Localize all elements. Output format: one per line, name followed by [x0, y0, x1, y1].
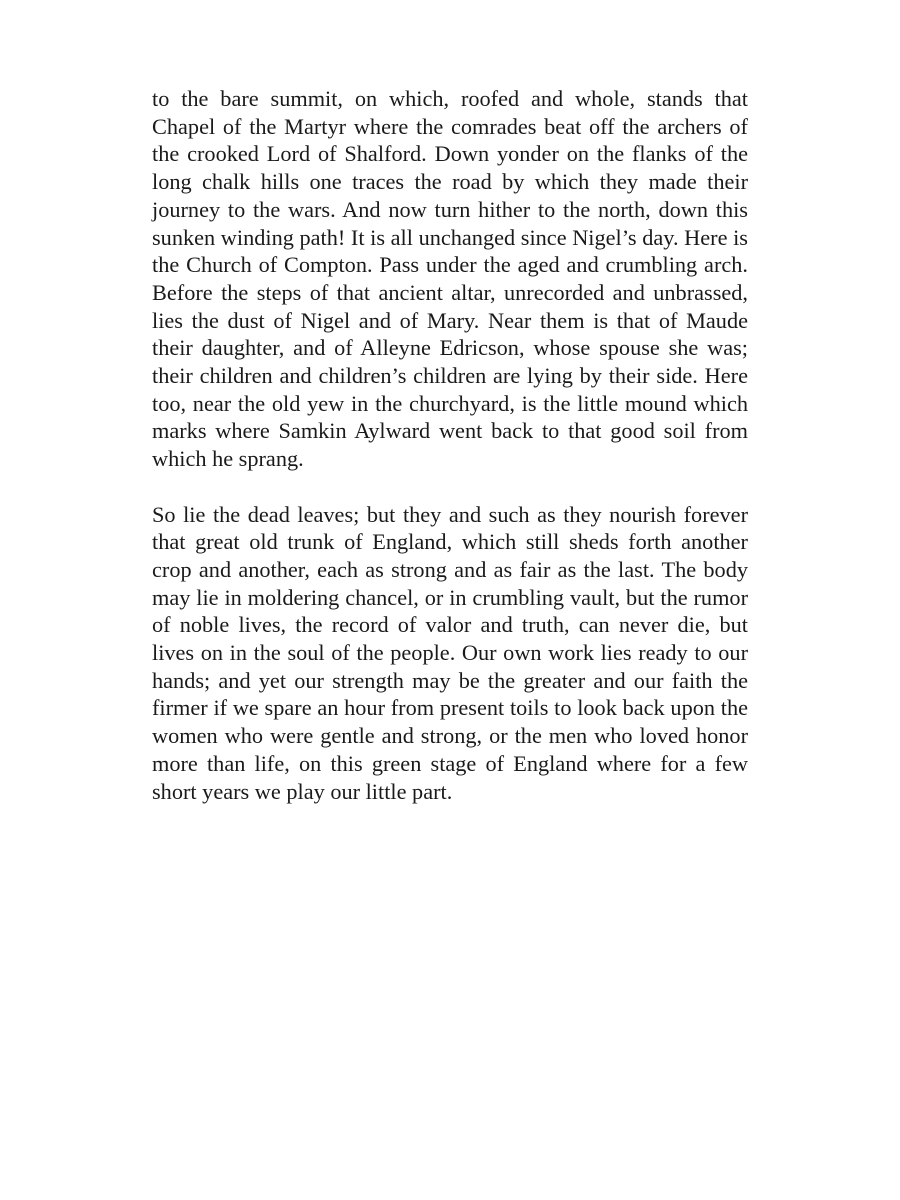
paragraph-1: to the bare summit, on which, roofed and whole, stands that Chapel of the Martyr where the comrades beat off the archers of the crooked Lord of Shalford. Down yonder on the flanks of the long chalk hills one traces the road by which they made their journey to the wars. And now turn hither to the north, down this sunken winding path! It is all unchanged since Nigel’s day. Here is the Church of Compton. Pass under the aged and crumbling arch. Before the steps of that ancient altar, unrecorded and unbrassed, lies the dust of Nigel and of Mary. Near them is that of Maude their daughter, and of Alleyne Edricson, whose spouse she was; their children and children’s children are lying by their side. Here too, near the old yew in the churchyard, is the little mound which marks where Samkin Aylward went back to that good soil from which he sprang.: [152, 86, 748, 472]
body-text: [152, 85, 748, 805]
paragraph-2: So lie the dead leaves; but they and such as they nourish forever that great old trunk of England, which still sheds forth another crop and another, each as strong and as fair as the last. The body may lie in moldering chancel, or in crumbling vault, but the rumor of noble lives, the record of valor and truth, can never die, but lives on in the soul of the people. Our own work lies ready to our hands; and yet our strength may be the greater and our faith the firmer if we spare an hour from present toils to look back upon the women who were gentle and strong, or the men who loved honor more than life, on this green stage of England where for a few short years we play our little part.: [152, 501, 748, 804]
